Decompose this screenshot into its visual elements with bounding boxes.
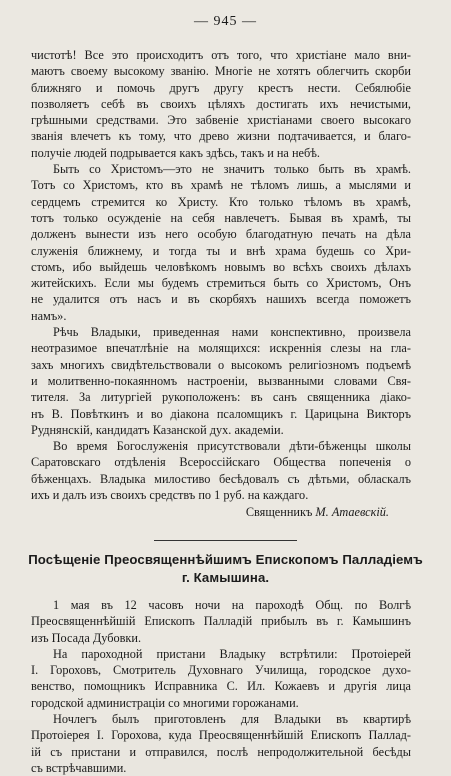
signature-title: Священникъ bbox=[245, 505, 316, 519]
text-line: Рѣчь Владыки, приведенная нами конспективно, произвела bbox=[53, 325, 411, 340]
article-body-part-1 bbox=[31, 47, 411, 503]
text-line: ближняго и помочь другъ другу крестъ нести. Себялюбiе bbox=[31, 80, 411, 95]
text-line: маютъ своему высокому званiю. Многiе не хотятъ облегчить скорби bbox=[31, 64, 411, 79]
text-line: захъ многихъ свидѣтельствовали о высокомъ религiозномъ подъемѣ bbox=[31, 357, 411, 372]
section-heading-line-2: г. Камышина. bbox=[181, 570, 270, 585]
signature-name: М. Атаевскiй. bbox=[315, 505, 389, 519]
article-body-part-2 bbox=[31, 597, 411, 776]
text-line: Преосвященнѣйшiй Епископъ Палладiй прибылъ въ г. Камышинъ bbox=[31, 614, 411, 629]
text-line: получiе людей подрывается какъ здѣсь, такъ и на небѣ. bbox=[31, 145, 321, 160]
text-line: 1 мая въ 12 часовъ ночи на пароходѣ Общ. по Волгѣ bbox=[53, 598, 411, 612]
text-line: ихъ и далъ изъ своихъ средствъ по 1 руб. на каждаго. bbox=[31, 488, 309, 503]
text-line: венство, помощникъ Исправника С. Ил. Кожаевъ и другiя лица bbox=[31, 679, 411, 694]
section-heading-line-1: Посѣщенiе Преосвященнѣйшимъ Епископомъ Палладiемъ bbox=[28, 552, 423, 567]
text-line: iй съ пристани и отправился, послѣ непродолжительной бесѣды bbox=[31, 744, 411, 759]
signature bbox=[31, 504, 411, 520]
text-line: Во время Богослуженiя присутствовали дѣти-бѣженцы школы bbox=[53, 439, 411, 454]
text-line: стомъ, ибо выйдешь человѣкомъ новымъ во всѣхъ своихъ дѣлахъ bbox=[31, 259, 411, 274]
text-line: На пароходной пристани Владыку встрѣтили: Протоiерей bbox=[53, 646, 411, 661]
text-line: долженъ вынести изъ него особую благодатную печать на дѣла bbox=[31, 227, 411, 242]
signature-line bbox=[31, 504, 411, 520]
text-line: бѣженцахъ. Владыка милостиво бесѣдовалъ съ дѣтьми, обласкалъ bbox=[31, 471, 411, 486]
text-line: Руднянскiй, кандидатъ Казанской дух. академiи. bbox=[31, 422, 284, 437]
text-line: служенiя ближнему, и тогда ты и внѣ храма будешь со Хри- bbox=[31, 243, 411, 258]
section-heading bbox=[0, 551, 451, 587]
text-line: I. Гороховъ, Смотритель Духовнаго Училища, городское духо- bbox=[31, 663, 411, 678]
text-line: тотъ только осужденiе на себя навлечетъ. Бывая въ храмѣ, ты bbox=[31, 210, 411, 225]
text-line: тителя. За литургiей рукоположенъ: въ санъ священника дiако- bbox=[31, 390, 411, 405]
text-line: неотразимое впечатлѣнiе на молящихся: искреннiя слезы на гла- bbox=[31, 341, 411, 356]
text-line: грѣшными средствами. Это забвенiе христiанами своего высокаго bbox=[31, 113, 411, 128]
text-line: съ встрѣчавшими. bbox=[31, 760, 127, 775]
text-line: житейскихъ. Если мы будемъ стремиться быть со Христомъ, Онъ bbox=[31, 276, 411, 291]
text-line: Ночлегъ былъ приготовленъ для Владыки въ квартирѣ bbox=[53, 712, 411, 727]
text-line: Саратовскаго отдѣленiя Всероссiйскаго Общества попеченiя о bbox=[31, 455, 411, 470]
text-line: не удалится отъ насъ и въ скорбяхъ нашихъ всегда поможетъ bbox=[31, 292, 411, 307]
text-line: чистотѣ! Все это происходитъ отъ того, что христiане мало вни- bbox=[31, 48, 411, 62]
text-line: намъ». bbox=[31, 308, 67, 323]
text-line: Быть со Христомъ—это не значитъ только быть въ храмѣ. bbox=[53, 162, 411, 177]
text-line: званiя влечетъ къ тому, что древо жизни подтачивается, и благо- bbox=[31, 129, 411, 144]
text-line: нъ В. Повѣткинъ и во дiакона псаломщикъ г. Царицына Викторъ bbox=[31, 406, 411, 421]
page-number: — 945 — bbox=[194, 14, 257, 29]
section-divider bbox=[154, 540, 297, 541]
text-line: Протоiерея I. Горохова, куда Преосвященнѣйшiй Епископъ Паллад- bbox=[31, 728, 411, 743]
text-line: изъ Посада Дубовки. bbox=[31, 630, 142, 645]
text-line: и молитвенно-покаянномъ настроенiи, вызванными словами Свя- bbox=[31, 373, 411, 388]
text-line: Тотъ со Христомъ, кто въ храмѣ не тѣломъ лишь, а мыслями и bbox=[31, 178, 411, 193]
text-line: городской администрацiи со многими горожанами. bbox=[31, 695, 299, 710]
text-line: позволяетъ себѣ въ своихъ цѣляхъ достигать ихъ нечистыми, bbox=[31, 96, 411, 111]
text-line: сердцемъ стремится ко Христу. Кто только тѣломъ въ храмѣ, bbox=[31, 194, 411, 209]
